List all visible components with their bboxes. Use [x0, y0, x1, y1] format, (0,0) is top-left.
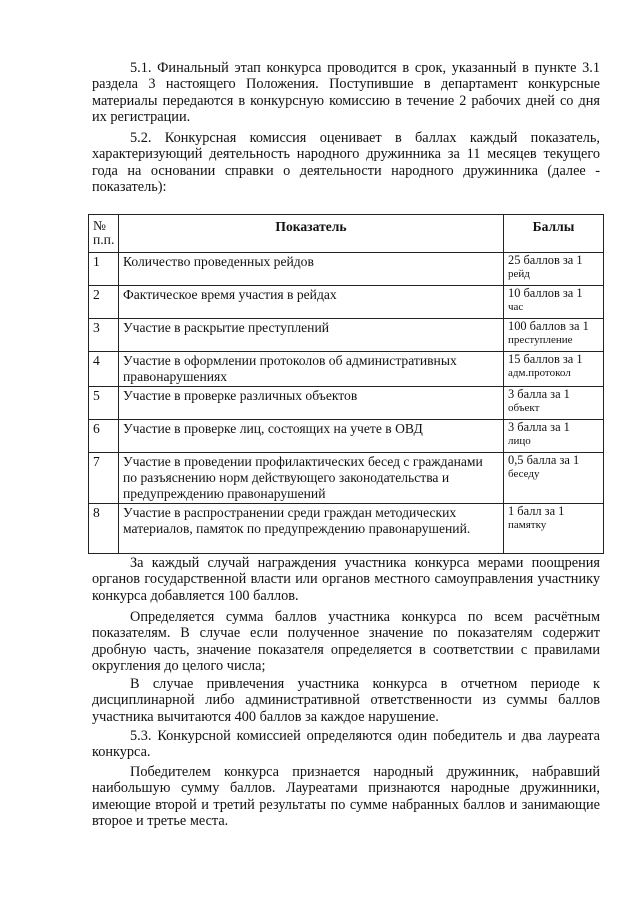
- row-number: 2: [89, 286, 119, 319]
- paragraph-sum: Определяется сумма баллов участника конкурса по всем расчётным показателям. В случае если полученное значение по показателям содержит дробную часть, значение показателя определяется в соответствии с правилами округления до целого числа;: [92, 609, 600, 675]
- header-indicator: Показатель: [119, 215, 504, 253]
- row-points: [504, 504, 604, 554]
- header-number: № п.п.: [89, 215, 119, 253]
- points-unit: адм.протокол: [508, 367, 571, 379]
- paragraph-award: За каждый случай награждения участника конкурса мерами поощрения органов государственной власти или органов местного самоуправления участнику конкурса добавляется 100 баллов.: [92, 555, 600, 604]
- paragraph-5-2: 5.2. Конкурсная комиссия оценивает в баллах каждый показатель, характеризующий деятельность народного дружинника за 11 месяцев текущего года на основании справки о деятельности народного дружинника (далее - показатель):: [92, 130, 600, 196]
- paragraph-penalty: В случае привлечения участника конкурса в отчетном периоде к дисциплинарной либо административной ответственности из суммы баллов участника вычитаются 400 баллов за каждое нарушение.: [92, 676, 600, 725]
- row-number: 5: [89, 387, 119, 420]
- row-points: [504, 420, 604, 453]
- row-number: 6: [89, 420, 119, 453]
- row-number: 1: [89, 253, 119, 286]
- table-row: [89, 420, 604, 453]
- points-value: 0,5 балла за 1: [508, 453, 580, 467]
- paragraph-5-3: 5.3. Конкурсной комиссией определяются один победитель и два лауреата конкурса.: [92, 728, 600, 761]
- points-value: 3 балла за 1: [508, 420, 570, 434]
- row-number: 7: [89, 453, 119, 504]
- table-row: [89, 453, 604, 504]
- row-indicator: Участие в проведении профилактических бесед с гражданами по разъяснению норм действующего законодательства и предупреждению правонарушений: [119, 453, 504, 504]
- row-indicator: Участие в раскрытие преступлений: [119, 319, 504, 352]
- table-row: [89, 253, 604, 286]
- table-row: [89, 286, 604, 319]
- paragraph-winner: Победителем конкурса признается народный дружинник, набравший наибольшую сумму баллов. Лауреатами признаются народные дружинники, имеющие второй и третий результаты по сумме набранных баллов и занимающие второе и третье места.: [92, 764, 600, 830]
- points-unit: беседу: [508, 468, 540, 480]
- points-unit: рейд: [508, 268, 530, 280]
- points-value: 3 балла за 1: [508, 387, 570, 401]
- row-number: 3: [89, 319, 119, 352]
- row-points: [504, 253, 604, 286]
- row-indicator: Участие в проверке различных объектов: [119, 387, 504, 420]
- points-value: 100 баллов за 1: [508, 319, 589, 333]
- row-indicator: Участие в оформлении протоколов об административных правонарушениях: [119, 352, 504, 387]
- row-points: [504, 286, 604, 319]
- table-header-row: [89, 215, 604, 253]
- points-unit: преступление: [508, 334, 573, 346]
- table-row: [89, 504, 604, 554]
- points-unit: лицо: [508, 435, 531, 447]
- header-points: Баллы: [504, 215, 604, 253]
- row-points: [504, 352, 604, 387]
- points-value: 25 баллов за 1: [508, 253, 583, 267]
- table-row: [89, 352, 604, 387]
- row-number: 4: [89, 352, 119, 387]
- row-indicator: Количество проведенных рейдов: [119, 253, 504, 286]
- row-number: 8: [89, 504, 119, 554]
- points-unit: объект: [508, 402, 540, 414]
- table-row: [89, 387, 604, 420]
- points-unit: час: [508, 301, 524, 313]
- row-points: [504, 387, 604, 420]
- row-points: [504, 319, 604, 352]
- table-row: [89, 319, 604, 352]
- paragraph-5-1: 5.1. Финальный этап конкурса проводится в срок, указанный в пункте 3.1 раздела 3 настоящего Положения. Поступившие в департамент конкурсные материалы передаются в конкурсную комиссию в течение 2 рабочих дней со дня их регистрации.: [92, 60, 600, 126]
- row-indicator: Фактическое время участия в рейдах: [119, 286, 504, 319]
- row-indicator: Участие в распространении среди граждан методических материалов, памяток по предупреждению правонарушений.: [119, 504, 504, 554]
- points-value: 15 баллов за 1: [508, 352, 583, 366]
- scoring-table: [88, 214, 604, 554]
- points-unit: памятку: [508, 519, 547, 531]
- row-points: [504, 453, 604, 504]
- points-value: 10 баллов за 1: [508, 286, 583, 300]
- points-value: 1 балл за 1: [508, 504, 565, 518]
- row-indicator: Участие в проверке лиц, состоящих на учете в ОВД: [119, 420, 504, 453]
